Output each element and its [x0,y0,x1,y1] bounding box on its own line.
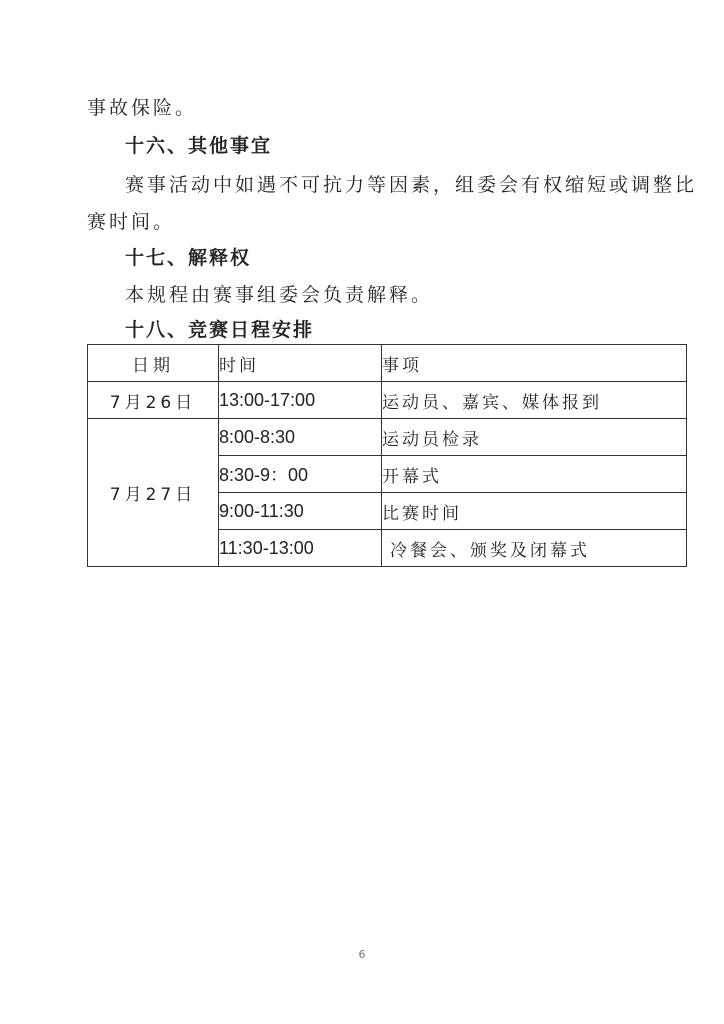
item-cell: 比赛时间 [382,493,687,530]
item-cell: 冷餐会、颁奖及闭幕式 [382,530,687,567]
item-cell: 运动员、嘉宾、媒体报到 [382,382,687,419]
table-header-row [88,345,687,382]
paragraph-line: 赛事活动中如遇不可抗力等因素，组委会有权缩短或调整比 [125,174,698,196]
item-cell: 运动员检录 [382,419,687,456]
paragraph-line: 事故保险。 [87,97,198,119]
column-header-time: 时间 [219,345,382,382]
paragraph-line: 赛时间。 [87,211,176,233]
section-heading-18: 十八、竞赛日程安排 [125,319,315,341]
column-header-date: 日期 [88,345,219,382]
time-cell: 9:00-11:30 [219,493,382,530]
time-cell: 8:00-8:30 [219,419,382,456]
page-number: 6 [358,948,366,961]
item-cell: 开幕式 [382,456,687,493]
paragraph-line: 本规程由赛事组委会负责解释。 [125,284,434,306]
time-cell: 13:00-17:00 [219,382,382,419]
date-cell: 7月27日 [88,419,219,567]
table-row [88,419,687,456]
column-header-item: 事项 [382,345,687,382]
date-cell: 7月26日 [88,382,219,419]
time-cell: 8:30-9：00 [219,456,382,493]
section-heading-16: 十六、其他事宜 [125,135,273,157]
schedule-table [87,344,687,567]
table-row [88,382,687,419]
section-heading-17: 十七、解释权 [125,247,252,269]
time-cell: 11:30-13:00 [219,530,382,567]
